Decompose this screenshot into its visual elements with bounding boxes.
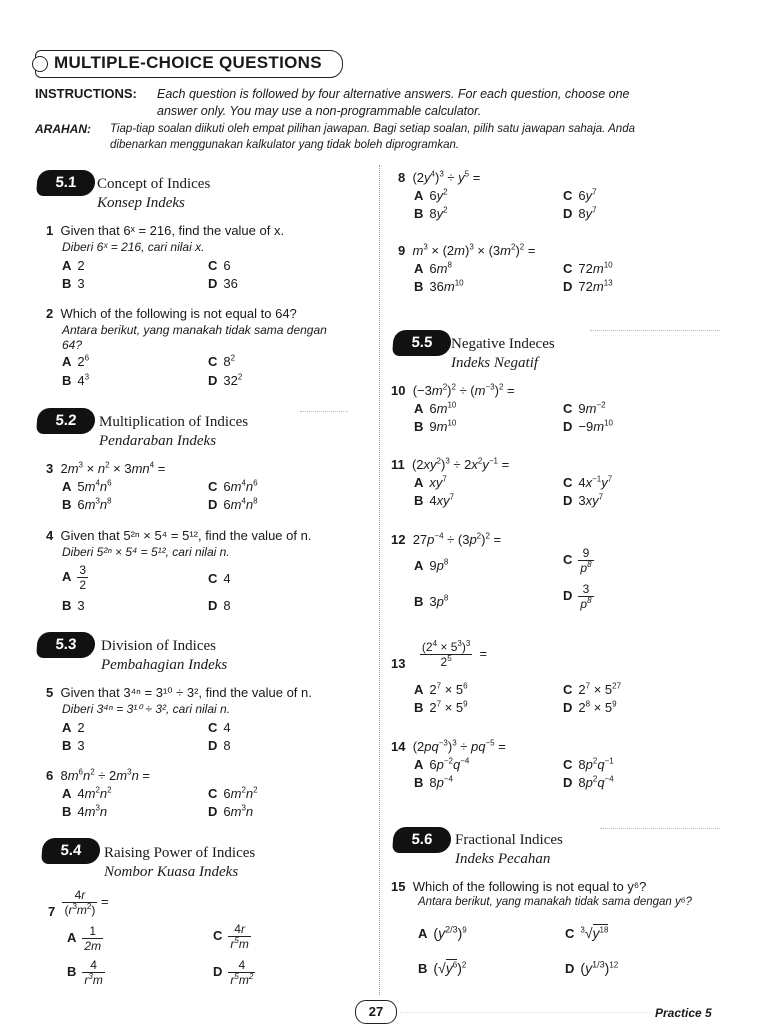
question-15: 15 Which of the following is not equal to y⁶? xyxy=(391,879,647,894)
q5-option-c[interactable]: C 4 xyxy=(208,720,231,735)
section-title-5-6: Fractional Indices xyxy=(455,832,563,848)
q14-option-d[interactable]: D $8p^2q^{-4}$ xyxy=(563,774,614,790)
q8-option-b[interactable]: B $8y^2$ xyxy=(414,205,448,221)
q4-option-b[interactable]: B 3 xyxy=(62,598,85,613)
question-2: 2 Which of the following is not equal to 64? xyxy=(46,306,297,321)
q12-option-d[interactable]: D $\frac{3}{p^8}$ xyxy=(563,582,592,611)
q11-option-a[interactable]: A $xy^7$ xyxy=(414,474,447,490)
divider-dots xyxy=(300,411,348,412)
q1-option-a[interactable]: A 2 xyxy=(62,258,85,273)
question-10: 10 $(-3m^2)^2 \div (m^{-3})^2$ = xyxy=(391,382,515,398)
instructions-line-1: Each question is followed by four alternative answers. For each question, choose one xyxy=(157,87,630,101)
question-4: 4 Given that 5²ⁿ × 5⁴ = 5¹², find the value of n. xyxy=(46,528,312,543)
practice-label: Practice 5 xyxy=(655,1006,712,1020)
question-5: 5 Given that 3⁴ⁿ = 3¹⁰ ÷ 3², find the value of n. xyxy=(46,685,312,700)
q2-option-c[interactable]: C $8^2$ xyxy=(208,353,236,369)
instructions-line-2: answer only. You may use a non-programmable calculator. xyxy=(157,104,482,118)
q11-option-c[interactable]: C $4x^{-1}y^7$ xyxy=(563,474,613,490)
arahan-label: ARAHAN: xyxy=(35,122,91,136)
q13-option-b[interactable]: B $2^7 \times 5^9$ xyxy=(414,699,468,715)
question-number: 1 xyxy=(46,223,54,238)
section-subtitle-5-5: Indeks Negatif xyxy=(451,355,539,371)
q14-option-a[interactable]: A $6p^{-2}q^{-4}$ xyxy=(414,756,470,772)
q9-option-a[interactable]: A $6m^8$ xyxy=(414,260,452,276)
q5-option-a[interactable]: A 2 xyxy=(62,720,85,735)
page-number: 27 xyxy=(355,1000,397,1024)
q7-option-a[interactable]: A $\frac{1}{2m}$ xyxy=(67,924,102,953)
q3-option-a[interactable]: A $5m^4n^6$ xyxy=(62,478,112,494)
q5-option-b[interactable]: B 3 xyxy=(62,738,85,753)
question-text: Given that 6ˣ = 216, find the value of x. xyxy=(60,223,285,238)
q1-option-b[interactable]: B 3 xyxy=(62,276,85,291)
q1-option-c[interactable]: C 6 xyxy=(208,258,231,273)
q10-option-c[interactable]: C $9m^{-2}$ xyxy=(563,400,606,416)
column-divider xyxy=(379,165,380,995)
question-15-malay: Antara berikut, yang manakah tidak sama dengan y⁶? xyxy=(418,896,692,908)
question-11: 11 $(2xy^2)^3 \div 2x^2y^{-1}$ = xyxy=(391,456,510,472)
section-badge-5-6: 5.6 xyxy=(392,827,452,853)
question-4-malay: Diberi 5²ⁿ × 5⁴ = 5¹², cari nilai n. xyxy=(62,545,230,559)
q6-option-b[interactable]: B $4m^3n$ xyxy=(62,803,108,819)
section-title-5-2: Multiplication of Indices xyxy=(99,414,249,430)
question-13: 13 $\frac{(2^4 \times 5^3)^3}{2^5}$ = xyxy=(391,639,488,671)
page-title: MULTIPLE-CHOICE QUESTIONS xyxy=(54,53,322,72)
section-badge-5-5: 5.5 xyxy=(392,330,452,356)
section-subtitle-5-1: Konsep Indeks xyxy=(97,195,185,211)
question-9: 9 $m^3 \times (2m)^3 \times (3m^2)^2$ = xyxy=(398,242,536,258)
question-12: 12 $27p^{-4} \div (3p^2)^2$ = xyxy=(391,531,502,547)
footer-dots xyxy=(400,1012,650,1013)
q2-option-b[interactable]: B $4^3$ xyxy=(62,372,90,388)
section-title-5-4: Raising Power of Indices xyxy=(104,845,256,861)
q3-option-c[interactable]: C $6m^4n^6$ xyxy=(208,478,258,494)
q10-option-a[interactable]: A $6m^{10}$ xyxy=(414,400,457,416)
question-2-malay-1: Antara berikut, yang manakah tidak sama dengan xyxy=(62,323,327,337)
q9-option-c[interactable]: C $72m^{10}$ xyxy=(563,260,613,276)
q11-option-b[interactable]: B $4xy^7$ xyxy=(414,492,455,508)
section-subtitle-5-6: Indeks Pecahan xyxy=(455,851,551,867)
q12-option-b[interactable]: B $3p^8$ xyxy=(414,593,449,609)
q6-option-d[interactable]: D $6m^3n$ xyxy=(208,803,254,819)
q15-option-b[interactable]: B $(√y^6)^2$ xyxy=(418,960,467,976)
divider-dots xyxy=(590,330,720,331)
q15-option-a[interactable]: A $(y^{2/3})^9$ xyxy=(418,924,467,941)
q15-option-d[interactable]: D $(y^{1/3})^{12}$ xyxy=(565,959,619,976)
circle-icon xyxy=(32,56,48,72)
q8-option-d[interactable]: D $8y^7$ xyxy=(563,205,597,221)
q13-option-a[interactable]: A $2^7 \times 5^6$ xyxy=(414,681,468,697)
q3-option-d[interactable]: D $6m^4n^8$ xyxy=(208,496,258,512)
q8-option-a[interactable]: A $6y^2$ xyxy=(414,187,448,203)
question-6: 6 $8m^6n^2 \div 2m^3n$ = xyxy=(46,767,151,783)
q9-option-d[interactable]: D $72m^{13}$ xyxy=(563,278,613,294)
question-1-malay: Diberi 6ˣ = 216, cari nilai x. xyxy=(62,240,205,254)
section-title-5-5: Negative Indeces xyxy=(451,336,555,352)
question-3: 3 $2m^3 \times n^2 \times 3mn^4$ = xyxy=(46,460,166,476)
q7-option-d[interactable]: D $\frac{4}{r^5m^2}$ xyxy=(213,958,254,987)
arahan-line-2: dibenarkan menggunakan kalkulator yang tidak boleh diprogramkan. xyxy=(110,139,460,151)
q1-option-d[interactable]: D 36 xyxy=(208,276,238,291)
question-8: 8 $(2y^4)^3 \div y^5$ = xyxy=(398,169,481,185)
question-5-malay: Diberi 3⁴ⁿ = 3¹⁰ ÷ 3², cari nilai n. xyxy=(62,702,231,716)
section-badge-5-1: 5.1 xyxy=(36,170,96,196)
q13-option-d[interactable]: D $2^8 \times 5^9$ xyxy=(563,699,617,715)
q8-option-c[interactable]: C $6y^7$ xyxy=(563,187,597,203)
q15-option-c[interactable]: C $^3√y^{18}$ xyxy=(565,925,609,941)
section-badge-5-3: 5.3 xyxy=(36,632,96,658)
q12-option-a[interactable]: A $9p^8$ xyxy=(414,557,449,573)
q14-option-c[interactable]: C $8p^2q^{-1}$ xyxy=(563,756,614,772)
question-7: 7 $\frac{4r}{(r^3m^2)}$ = xyxy=(48,888,109,919)
section-subtitle-5-3: Pembahagian Indeks xyxy=(101,657,228,673)
divider-dots xyxy=(600,828,720,829)
section-subtitle-5-4: Nombor Kuasa Indeks xyxy=(104,864,239,880)
section-subtitle-5-2: Pendaraban Indeks xyxy=(99,433,217,449)
q5-option-d[interactable]: D 8 xyxy=(208,738,231,753)
q6-option-a[interactable]: A $4m^2n^2$ xyxy=(62,785,112,801)
q2-option-a[interactable]: A $2^6$ xyxy=(62,353,90,369)
section-title-5-1: Concept of Indices xyxy=(97,176,211,192)
q4-option-c[interactable]: C 4 xyxy=(208,571,231,586)
q4-option-d[interactable]: D 8 xyxy=(208,598,231,613)
q14-option-b[interactable]: B $8p^{-4}$ xyxy=(414,774,453,790)
q2-option-d[interactable]: D $32^2$ xyxy=(208,372,243,388)
q7-option-c[interactable]: C $\frac{4r}{r^5m}$ xyxy=(213,922,249,951)
instructions-label: INSTRUCTIONS: xyxy=(35,86,137,101)
question-1 xyxy=(46,223,284,238)
q7-option-b[interactable]: B $\frac{4}{r^3m}$ xyxy=(67,958,103,987)
section-title-5-3: Division of Indices xyxy=(101,638,216,654)
q12-option-c[interactable]: C $\frac{9}{p^8}$ xyxy=(563,546,592,575)
q10-option-b[interactable]: B $9m^{10}$ xyxy=(414,418,457,434)
section-badge-5-4: 5.4 xyxy=(41,838,101,864)
q3-option-b[interactable]: B $6m^3n^8$ xyxy=(62,496,112,512)
question-2-malay-2: 64? xyxy=(62,338,83,352)
q13-option-c[interactable]: C $2^7 \times 5^{27}$ xyxy=(563,681,622,697)
section-badge-5-2: 5.2 xyxy=(36,408,96,434)
q11-option-d[interactable]: D $3xy^7$ xyxy=(563,492,604,508)
arahan-line-1: Tiap-tiap soalan diikuti oleh empat pilihan jawapan. Bagi setiap soalan, pilih satu jawapan sahaja. Anda xyxy=(110,123,635,135)
q9-option-b[interactable]: B $36m^{10}$ xyxy=(414,278,464,294)
q6-option-c[interactable]: C $6m^2n^2$ xyxy=(208,785,258,801)
question-14: 14 $(2pq^{-3})^3 \div pq^{-5}$ = xyxy=(391,738,506,754)
q10-option-d[interactable]: $D -9m^{10}$ xyxy=(563,418,613,434)
q4-option-a[interactable]: A $\frac{3}{2}$ xyxy=(62,563,87,592)
